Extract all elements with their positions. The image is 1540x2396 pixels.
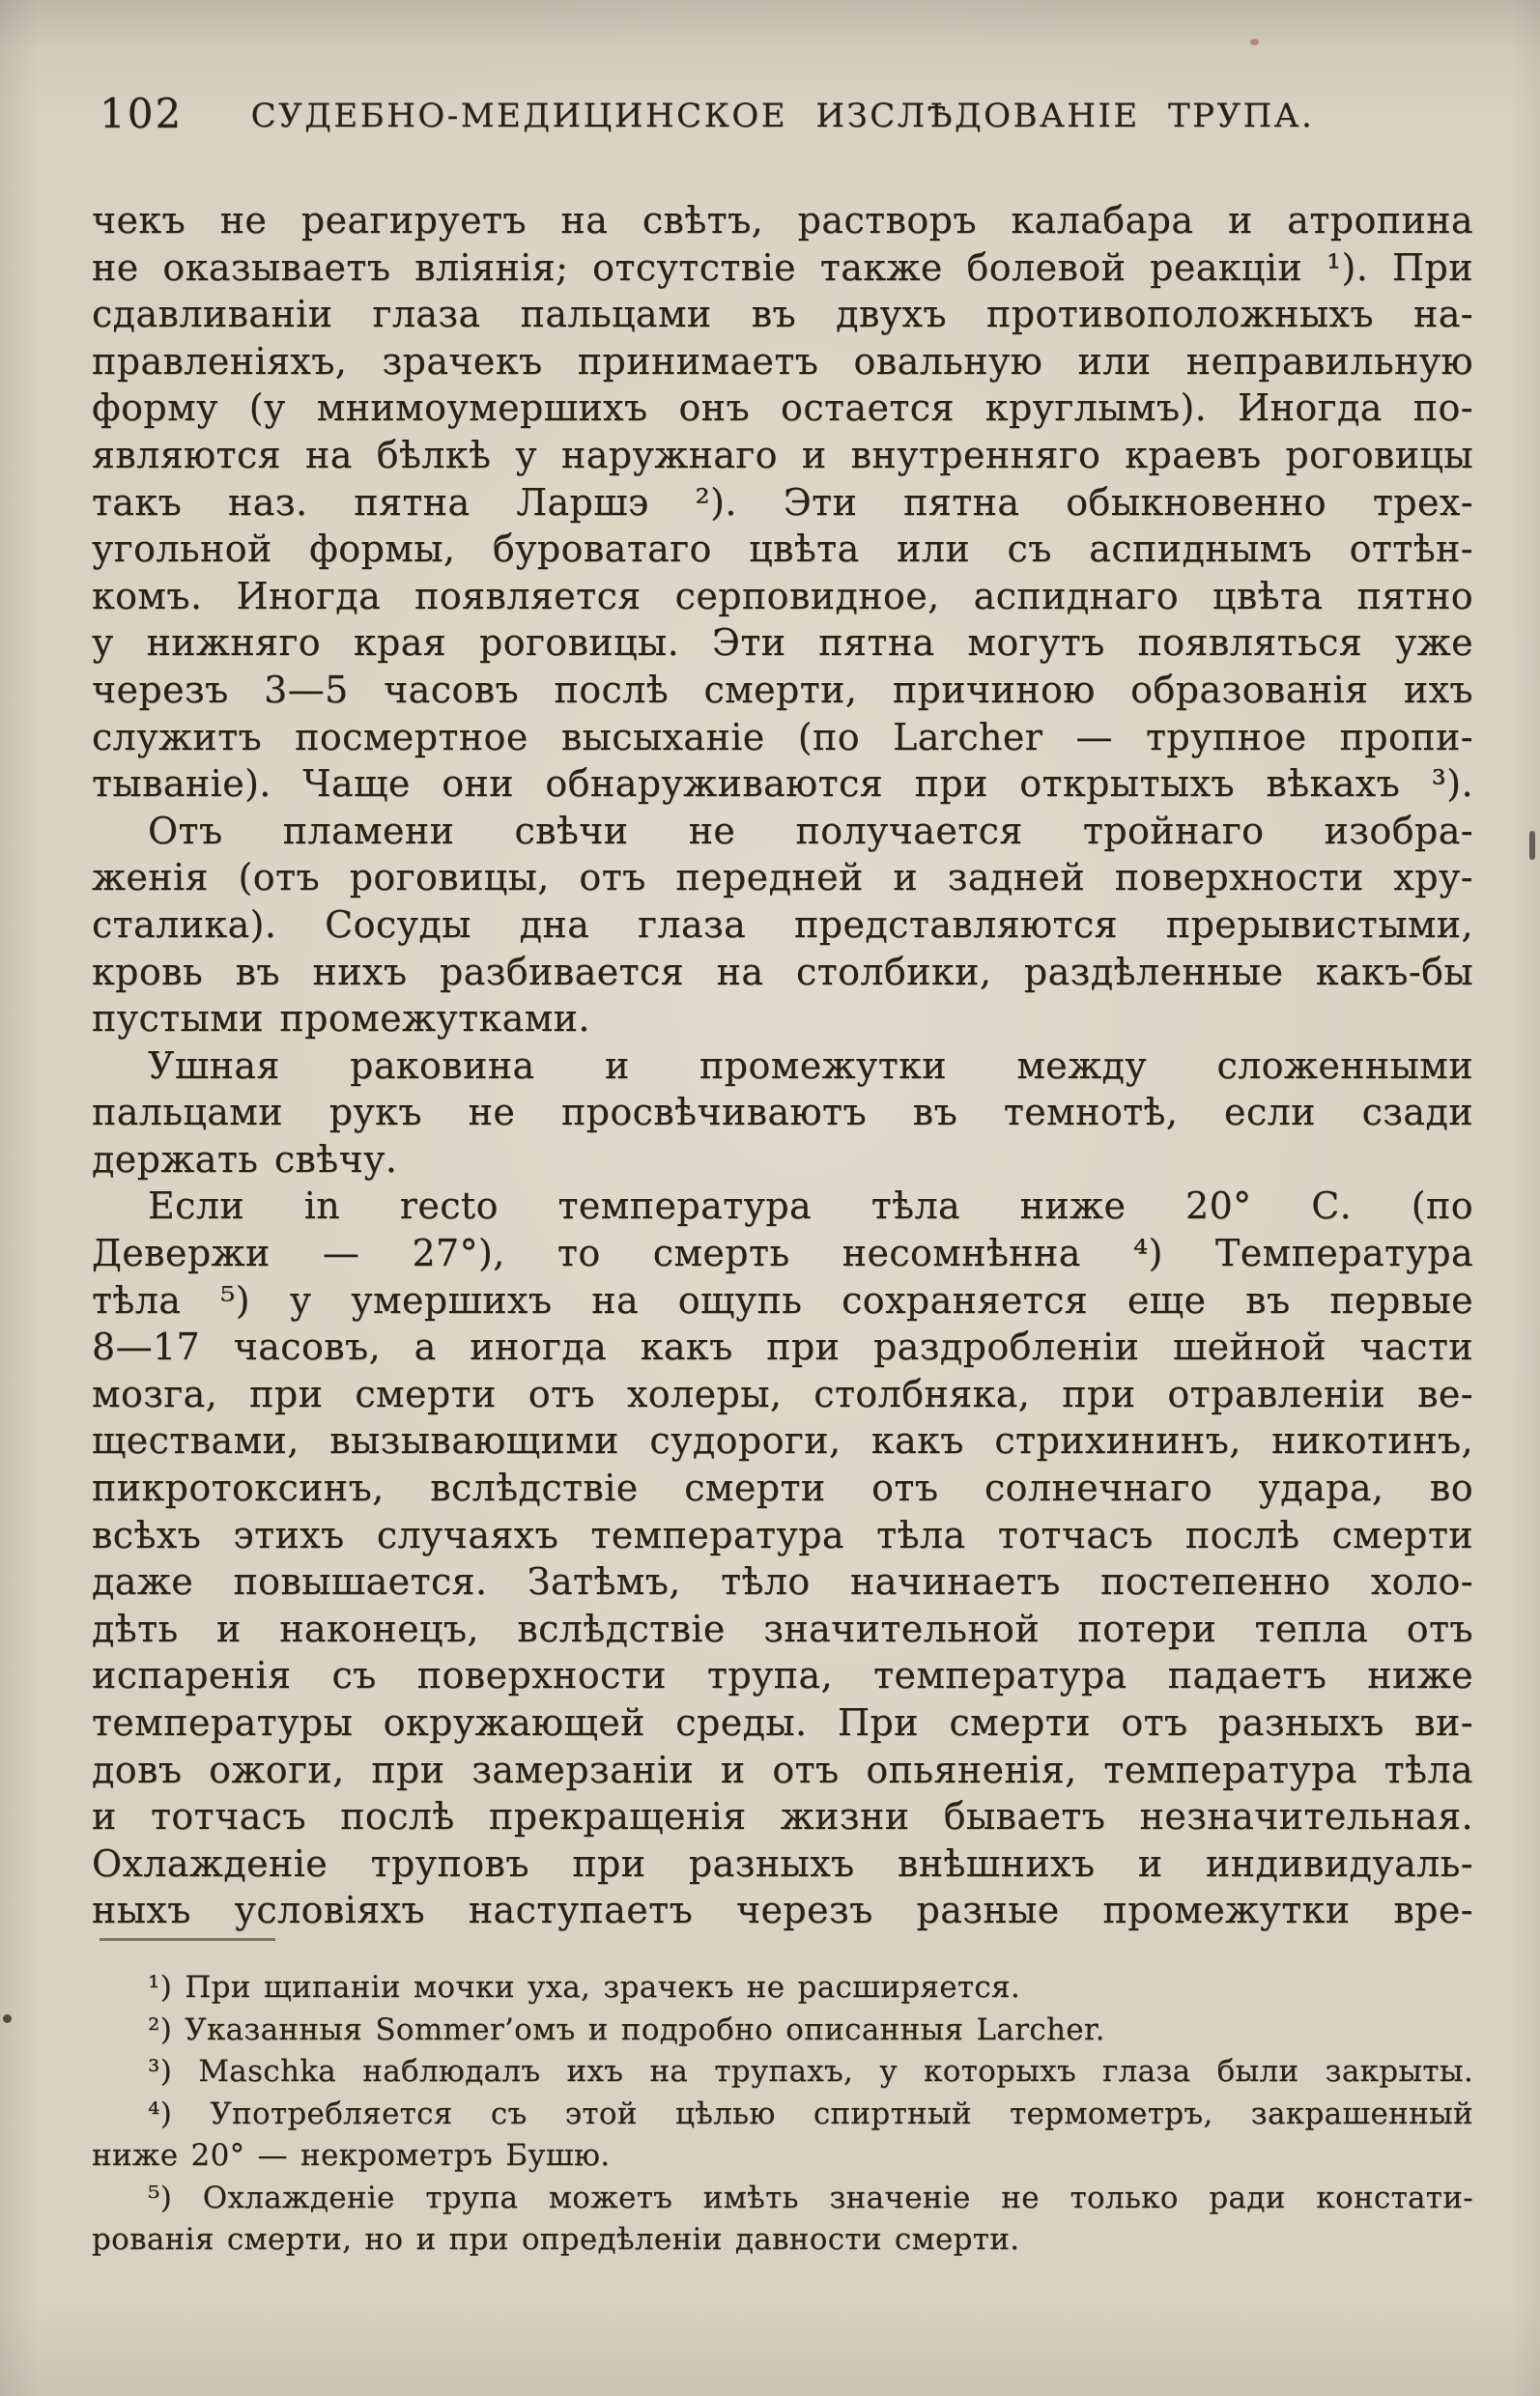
text-line: испаренія съ поверхности трупа, температура падаетъ ниже bbox=[92, 1654, 1473, 1697]
text-line: тѣла ⁵) у умершихъ на ощупь сохраняется еще въ первые bbox=[92, 1278, 1473, 1322]
footnote-line: ³) Maschka наблюдалъ ихъ на трупахъ, у которыхъ глаза были закрыты. bbox=[148, 2054, 1473, 2089]
text-line: Охлажденіе труповъ при разныхъ внѣшнихъ и индивидуаль- bbox=[92, 1841, 1473, 1885]
text-line: у нижняго края роговицы. Эти пятна могутъ появляться уже bbox=[92, 621, 1473, 665]
body-text bbox=[92, 197, 1473, 1934]
ink-speck bbox=[3, 2014, 12, 2023]
footnote-line: ниже 20° — некрометръ Бушю. bbox=[92, 2138, 611, 2173]
footnote-line: ²) Указанныя Sommer’омъ и подробно описанныя Larcher. bbox=[148, 2011, 1105, 2047]
text-line: сталика). Сосуды дна глаза представляются прерывистыми, bbox=[92, 902, 1473, 946]
footnote-line: ⁴) Употребляется съ этой цѣлью спиртный термометръ, закрашенный bbox=[148, 2096, 1473, 2131]
text-line: женія (отъ роговицы, отъ передней и задней поверхности хру- bbox=[92, 856, 1473, 899]
text-line: такъ наз. пятна Ларшэ ²). Эти пятна обыкновенно трех- bbox=[92, 480, 1473, 524]
text-line: дѣть и наконецъ, вслѣдствіе значительной потери тепла отъ bbox=[92, 1607, 1473, 1650]
text-line: служитъ посмертное высыханіе (по Larcher — трупное пропи- bbox=[92, 715, 1473, 758]
ink-speck bbox=[1250, 39, 1259, 45]
text-line: являются на бѣлкѣ у наружнаго и внутренняго краевъ роговицы bbox=[92, 433, 1473, 476]
page-number: 102 bbox=[100, 90, 184, 137]
text-line: Ушная раковина и промежутки между сложенными bbox=[148, 1043, 1473, 1087]
text-line: кровь въ нихъ разбивается на столбики, раздѣленные какъ-бы bbox=[92, 950, 1473, 993]
footnote-line: ⁵) Охлажденіе трупа можетъ имѣть значеніе не только ради констати- bbox=[148, 2180, 1473, 2215]
text-line: ныхъ условіяхъ наступаетъ черезъ разные промежутки вре- bbox=[92, 1889, 1473, 1932]
text-line: форму (у мнимоумершихъ онъ остается круглымъ). Иногда по- bbox=[92, 386, 1473, 430]
text-line: всѣхъ этихъ случаяхъ температура тѣла тотчасъ послѣ смерти bbox=[92, 1513, 1473, 1556]
text-line: даже повышается. Затѣмъ, тѣло начинаетъ постепенно холо- bbox=[92, 1560, 1473, 1604]
text-line: ществами, вызывающими судороги, какъ стрихининъ, никотинъ, bbox=[92, 1419, 1473, 1463]
text-line: черезъ 3—5 часовъ послѣ смерти, причиною образованія ихъ bbox=[92, 668, 1473, 711]
text-line: тываніе). Чаще они обнаруживаются при открытыхъ вѣкахъ ³). bbox=[92, 762, 1473, 806]
footnote-line: рованія смерти, но и при опредѣленіи давности смерти. bbox=[92, 2222, 1020, 2257]
text-line: довъ ожоги, при замерзаніи и отъ опьяненія, температура тѣла bbox=[92, 1748, 1473, 1791]
ink-speck bbox=[1529, 831, 1535, 860]
text-line: чекъ не реагируетъ на свѣтъ, растворъ калабара и атропина bbox=[92, 199, 1473, 242]
text-line: температуры окружающей среды. При смерти отъ разныхъ ви- bbox=[92, 1701, 1473, 1744]
text-line: мозга, при смерти отъ холеры, столбняка, при отравленіи ве- bbox=[92, 1372, 1473, 1415]
text-line: пикротоксинъ, вслѣдствіе смерти отъ солнечнаго удара, во bbox=[92, 1467, 1473, 1510]
text-line: 8—17 часовъ, а иногда какъ при раздробленіи шейной части bbox=[92, 1326, 1473, 1369]
footnote-rule bbox=[100, 1938, 275, 1941]
text-line: пальцами рукъ не просвѣчиваютъ въ темнотѣ, если сзади bbox=[92, 1091, 1473, 1134]
running-title: СУДЕБНО-МЕДИЦИНСКОЕ ИЗСЛѢДОВАНІЕ ТРУПА. bbox=[250, 97, 1315, 135]
text-line: сдавливаніи глаза пальцами въ двухъ противоположныхъ на- bbox=[92, 293, 1473, 336]
page-header bbox=[92, 89, 1473, 139]
text-line: и тотчасъ послѣ прекращенія жизни бываетъ незначительная. bbox=[92, 1795, 1473, 1839]
text-line: Если in recto температура тѣла ниже 20° С. (по bbox=[148, 1184, 1473, 1228]
text-line: пустыми промежутками. bbox=[92, 997, 590, 1041]
text-line: правленіяхъ, зрачекъ принимаетъ овальную или неправильную bbox=[92, 339, 1473, 383]
text-line: не оказываетъ вліянія; отсутствіе также болевой реакціи ¹). При bbox=[92, 245, 1473, 289]
text-line: Девержи — 27°), то смерть несомнѣнна ⁴) Температура bbox=[92, 1232, 1473, 1275]
text-line: Отъ пламени свѣчи не получается тройнаго изобра- bbox=[148, 809, 1473, 852]
text-line: держать свѣчу. bbox=[92, 1137, 398, 1181]
text-line: угольной формы, буроватаго цвѣта или съ аспиднымъ оттѣн- bbox=[92, 528, 1473, 571]
footnotes bbox=[92, 1967, 1473, 2262]
footnote-line: ¹) При щипаніи мочки уха, зрачекъ не расширяется. bbox=[148, 1970, 1020, 2005]
text-line: комъ. Иногда появляется серповидное, аспиднаго цвѣта пятно bbox=[92, 574, 1473, 617]
